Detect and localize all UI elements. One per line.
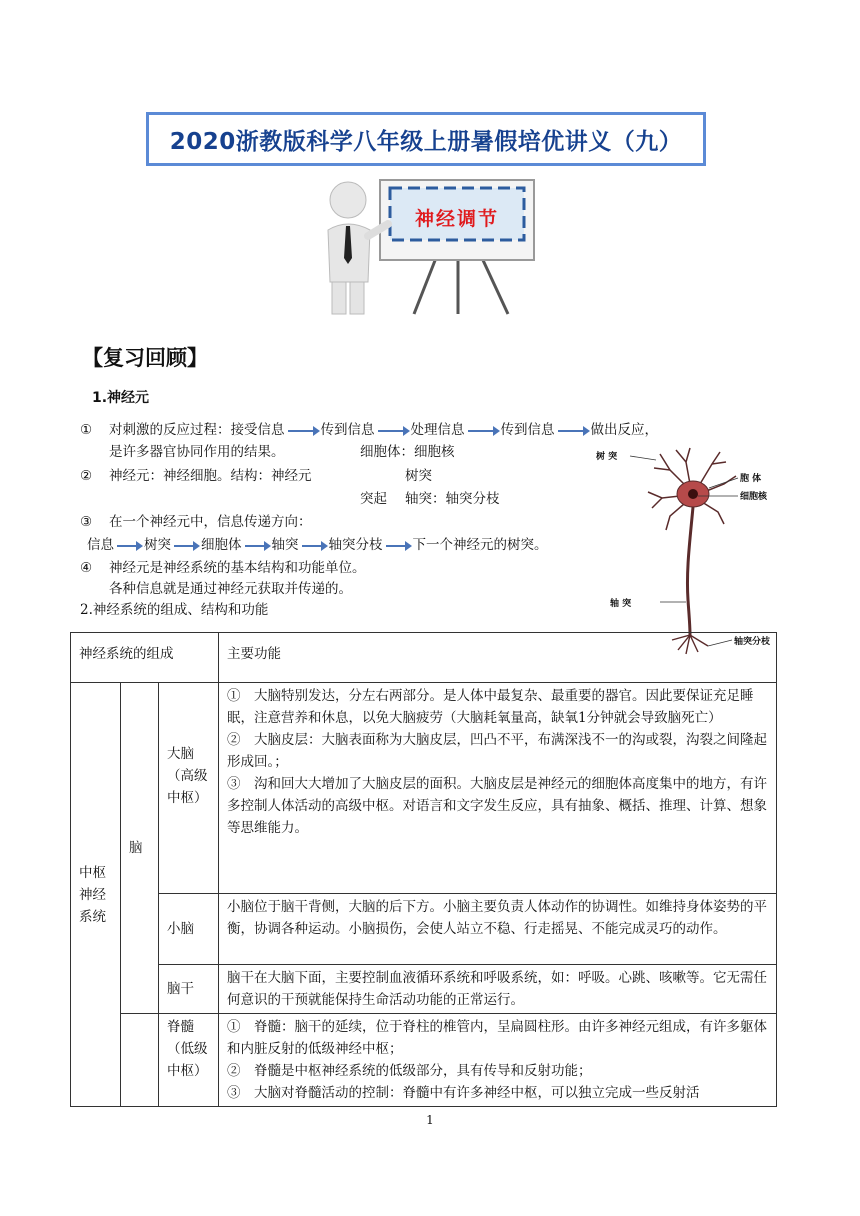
function-point: ② 脊髓是中枢神经系统的低级部分，具有传导和反射功能； [227, 1063, 592, 1079]
function-point: ② 大脑皮层：大脑表面称为大脑皮层，凹凸不平，布满深浅不一的沟或裂，沟裂之间隆起形成回。； [227, 732, 768, 770]
spinal-spacer [121, 1014, 159, 1107]
arrow-icon [288, 430, 318, 432]
table-row [71, 1014, 777, 1107]
table-header-row [71, 633, 777, 683]
process-step: 传到信息 [500, 422, 555, 438]
arrow-icon [558, 430, 588, 432]
cns-cell: 中枢神经系统 [71, 683, 121, 1107]
presenter-illustration [318, 178, 548, 316]
item-3-num: ③ [80, 514, 93, 530]
brain-cell: 脑 [121, 683, 159, 1014]
cell-body-text: 细胞体：细胞核 [360, 444, 455, 460]
arrow-icon [468, 430, 498, 432]
signal-flow [87, 535, 548, 555]
header-composition: 神经系统的组成 [71, 633, 219, 683]
function-point: ① 脊髓：脑干的延续，位于脊柱的椎管内，呈扁圆柱形。由许多神经元组成，有许多躯体和内脏反射的低级神经中枢； [227, 1019, 768, 1057]
header-function: 主要功能 [219, 633, 777, 683]
arrow-icon [378, 430, 408, 432]
function-point: ③ 大脑对脊髓活动的控制：脊髓中有许多神经中枢，可以独立完成一些反射活 [227, 1085, 700, 1101]
flow-step: 轴突分枝 [328, 537, 383, 553]
cerebellum-cell: 小脑 [159, 894, 219, 965]
reaction-process [109, 420, 658, 440]
neuron-label-nucleus: 细胞核 [740, 492, 768, 502]
arrow-icon [245, 545, 269, 547]
arrow-icon [117, 545, 141, 547]
subheading-nervous-system: 2.神经系统的组成、结构和功能 [80, 602, 269, 618]
board-label: 神经调节 [414, 208, 499, 230]
item-4-num: ④ [80, 560, 93, 576]
item-4-continuation: 各种信息就是通过神经元获取并传递的。 [109, 581, 352, 597]
neuron-label-axon: 轴 突 [610, 599, 632, 609]
neuron-label-dendrite: 树 突 [596, 452, 618, 462]
item-1-continuation: 是许多器官协同作用的结果。 [109, 444, 285, 460]
cerebellum-function: 小脑位于脑干背侧，大脑的后下方。小脑主要负责人体动作的协调性。如维持身体姿势的平衡，协调各种运动。小脑损伤，会使人站立不稳、行走摇晃、不能完成灵巧的动作。 [219, 894, 777, 965]
item-2-num: ② [80, 468, 93, 484]
process-step: 对刺激的反应过程：接受信息 [109, 422, 285, 438]
neuron-label-axon-branch: 轴突分枝 [734, 637, 771, 647]
flow-step: 树突 [144, 537, 171, 553]
item-1-num: ① [80, 422, 93, 438]
neuron-label-cell-body: 胞 体 [740, 474, 762, 484]
process-step: 传到信息 [320, 422, 375, 438]
cerebrum-function [219, 683, 777, 894]
cerebrum-cell: 大脑（高级中枢） [159, 683, 219, 894]
spinal-cord-function [219, 1014, 777, 1107]
item-3-text: 在一个神经元中，信息传递方向： [109, 514, 312, 530]
page-number: 1 [426, 1113, 434, 1127]
section-heading: 【复习回顾】 [82, 345, 208, 370]
arrow-icon [386, 545, 410, 547]
brainstem-function: 脑干在大脑下面，主要控制血液循环系统和呼吸系统，如：呼吸。心跳、咳嗽等。它无需任何意识的干预就能保持生命活动功能的正常运行。 [219, 965, 777, 1014]
flow-step: 细胞体 [201, 537, 242, 553]
nervous-system-table [70, 632, 777, 1107]
brainstem-cell: 脑干 [159, 965, 219, 1014]
table-row [71, 683, 777, 894]
item-4-text: 神经元是神经系统的基本结构和功能单位。 [109, 560, 366, 576]
flow-step: 下一个神经元的树突。 [412, 537, 548, 553]
function-point: ③ 沟和回大大增加了大脑皮层的面积。大脑皮层是神经元的细胞体高度集中的地方，有许多控制人体活动的高级中枢。对语言和文字发生反应，具有抽象、概括、推理、计算、想象等思维能力。 [227, 776, 768, 836]
item-2-text: 神经元：神经细胞。结构：神经元 [109, 468, 312, 484]
axon-text: 轴突：轴突分枝 [405, 491, 500, 507]
arrow-icon [302, 545, 326, 547]
function-point: ① 大脑特别发达，分左右两部分。是人体中最复杂、最重要的器官。因此要保证充足睡眠，注意营养和休息，以免大脑疲劳（大脑耗氧量高，缺氧1分钟就会导致脑死亡） [227, 688, 754, 726]
process-text: 突起 [360, 491, 387, 507]
flow-step: 轴突 [271, 537, 299, 553]
subheading-neuron: 1.神经元 [92, 390, 150, 406]
spinal-cord-cell: 脊髓（低级中枢） [159, 1014, 219, 1107]
flow-step: 信息 [87, 537, 114, 553]
process-step: 处理信息 [410, 422, 465, 438]
page-title: 2020浙教版科学八年级上册暑假培优讲义（九） [146, 112, 706, 166]
dendrite-text: 树突 [405, 468, 432, 484]
process-step: 做出反应， [590, 422, 658, 438]
arrow-icon [174, 545, 198, 547]
table-row [71, 965, 777, 1014]
table-row [71, 894, 777, 965]
